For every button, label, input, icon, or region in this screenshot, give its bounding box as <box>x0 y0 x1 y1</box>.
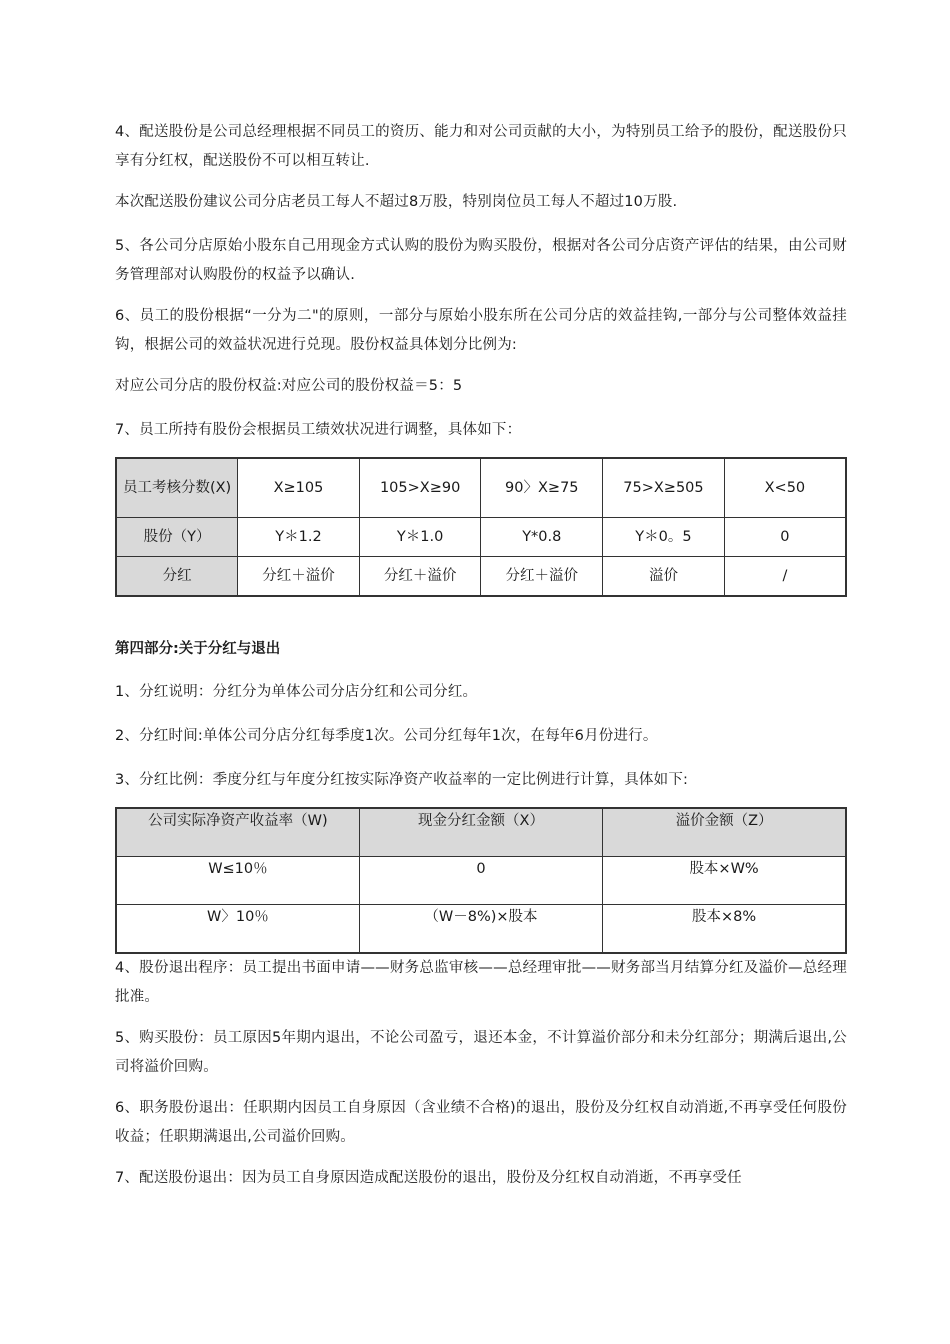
table-cell: 0 <box>724 518 846 557</box>
table-row <box>116 518 846 557</box>
paragraph-dividend-1: 1、分红说明：分红分为单体公司分店分红和公司分红。 <box>115 684 478 700</box>
table-row <box>116 458 846 518</box>
table-cell: X<50 <box>724 458 846 518</box>
paragraph-6: 6、员工的股份根据“一分为二"的原则，一部分与原始小股东所在公司分店的效益挂钩,一部分与公司整体效益挂钩，根据公司的效益状况进行兑现。股份权益具体划分比例为: <box>115 308 847 353</box>
paragraph-exit-7: 7、配送股份退出：因为员工自身原因造成配送股份的退出，股份及分红权自动消逝，不再享受任 <box>115 1170 742 1186</box>
performance-table <box>115 457 847 597</box>
table-cell: 分红＋溢价 <box>481 557 603 597</box>
dividend-table <box>115 807 847 954</box>
paragraph-5: 5、各公司分店原始小股东自己用现金方式认购的股份为购买股份，根据对各公司分店资产评估的结果，由公司财务管理部对认购股份的权益予以确认. <box>115 238 847 283</box>
table-header-cell: 溢价金额（Z） <box>603 808 846 857</box>
paragraph-4: 4、配送股份是公司总经理根据不同员工的资历、能力和对公司贡献的大小，为特别员工给予的股份，配送股份只享有分红权，配送股份不可以相互转让. <box>115 124 847 169</box>
table-cell: Y＊1.2 <box>238 518 360 557</box>
table-cell: W≤10％ <box>116 857 359 905</box>
table-cell: Y＊1.0 <box>359 518 481 557</box>
table-cell: 员工考核分数(X) <box>116 458 238 518</box>
table-cell: Y＊0。5 <box>603 518 725 557</box>
table-header-cell: 公司实际净资产收益率（W) <box>116 808 359 857</box>
table-cell: 溢价 <box>603 557 725 597</box>
table-header-row <box>116 808 846 857</box>
paragraph-exit-5: 5、购买股份：员工原因5年期内退出，不论公司盈亏，退还本金，不计算溢价部分和未分红部分；期满后退出,公司将溢价回购。 <box>115 1030 847 1075</box>
table-cell: （W－8%)×股本 <box>359 905 602 954</box>
table-cell: X≥105 <box>238 458 360 518</box>
paragraph-dividend-2: 2、分红时间:单体公司分店分红每季度1次。公司分红每年1次，在每年6月份进行。 <box>115 728 658 744</box>
table-row <box>116 905 846 954</box>
paragraph-note: 本次配送股份建议公司分店老员工每人不超过8万股，特别岗位员工每人不超过10万股. <box>115 194 678 210</box>
table-cell: 分红＋溢价 <box>238 557 360 597</box>
table-cell: 股本×8% <box>603 905 846 954</box>
table-cell: 0 <box>359 857 602 905</box>
table-header-cell: 现金分红金额（X） <box>359 808 602 857</box>
table-cell: 股份（Y） <box>116 518 238 557</box>
table-cell: W〉10％ <box>116 905 359 954</box>
table-cell: 分红＋溢价 <box>359 557 481 597</box>
paragraph-ratio: 对应公司分店的股份权益:对应公司的股份权益＝5：5 <box>115 378 463 394</box>
table-row <box>116 557 846 597</box>
table-cell: / <box>724 557 846 597</box>
document-page <box>115 118 847 1205</box>
table-cell: 75>X≥505 <box>603 458 725 518</box>
paragraph-exit-6: 6、职务股份退出：任职期内因员工自身原因（含业绩不合格)的退出，股份及分红权自动消逝,不再享受任何股份收益；任职期满退出,公司溢价回购。 <box>115 1100 847 1145</box>
paragraph-exit-4: 4、股份退出程序：员工提出书面申请——财务总监审核——总经理审批——财务部当月结算分红及溢价—总经理批准。 <box>115 960 847 1005</box>
paragraph-7: 7、员工所持有股份会根据员工绩效状况进行调整，具体如下： <box>115 422 522 438</box>
table-cell: 股本×W% <box>603 857 846 905</box>
table-cell: Y*0.8 <box>481 518 603 557</box>
paragraph-dividend-3: 3、分红比例：季度分红与年度分红按实际净资产收益率的一定比例进行计算，具体如下: <box>115 772 689 788</box>
table-cell: 分红 <box>116 557 238 597</box>
table-cell: 105>X≥90 <box>359 458 481 518</box>
table-row <box>116 857 846 905</box>
table-cell: 90〉X≥75 <box>481 458 603 518</box>
section-heading: 第四部分:关于分红与退出 <box>115 641 281 657</box>
